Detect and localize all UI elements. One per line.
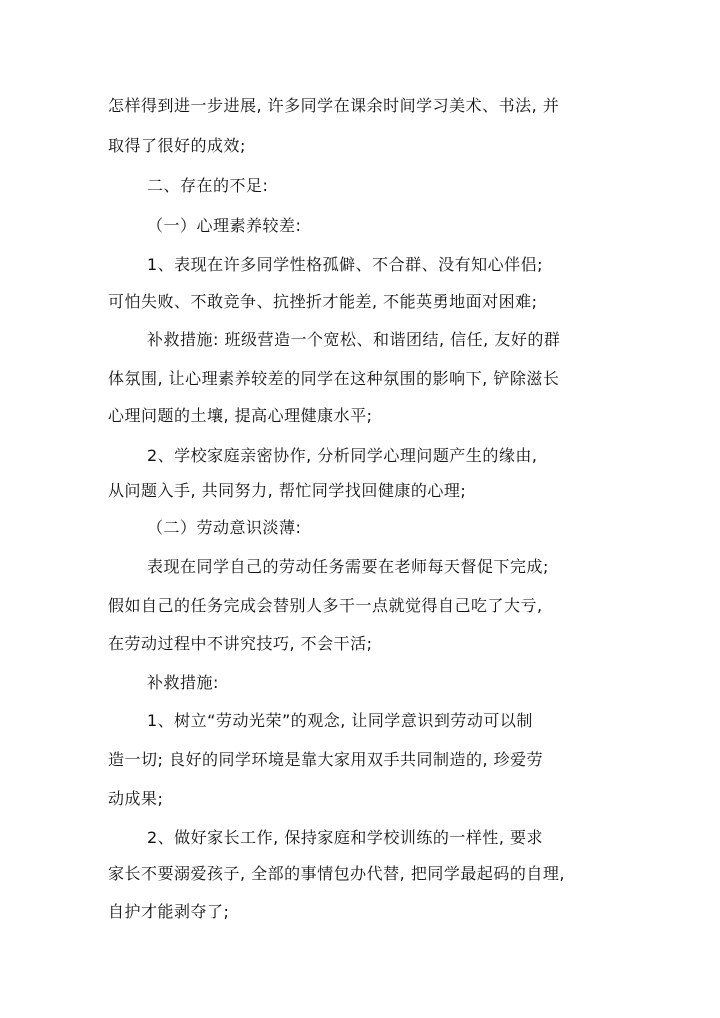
text-line: 体氛围, 让心理素养较差的同学在这种氛围的影响下, 铲除滋长 — [108, 369, 560, 388]
text-line: 造一切; 良好的同学环境是靠大家用双手共同制造的, 珍爱劳 — [108, 750, 544, 769]
text-line: 动成果; — [108, 789, 164, 808]
subsection-heading: （二）劳动意识淡薄: — [147, 518, 302, 537]
text-line: 家长不要溺爱孩子, 全部的事情包办代替, 把同学最起码的自理, — [108, 864, 565, 883]
text-line: 心理问题的土壤, 提高心理健康水平; — [108, 406, 373, 425]
text-line: 2、做好家长工作, 保持家庭和学校训练的一样性, 要求 — [147, 828, 544, 847]
subsection-heading: （一）心理素养较差: — [147, 216, 302, 235]
text-line: 在劳动过程中不讲究技巧, 不会干活; — [108, 634, 373, 653]
text-line: 2、学校家庭亲密协作, 分析同学心理问题产生的缘由, — [147, 446, 538, 465]
text-line: 取得了很好的成效; — [108, 136, 246, 155]
section-heading: 二、存在的不足: — [147, 176, 269, 195]
text-line: 怎样得到进一步进展, 许多同学在课余时间学习美术、书法, 并 — [108, 96, 560, 115]
text-line: 从问题入手, 共同努力, 帮忙同学找回健康的心理; — [108, 481, 467, 500]
text-line: 表现在同学自己的劳动任务需要在老师每天督促下完成; — [147, 557, 549, 576]
text-line: 1、树立“劳动光荣”的观念, 让同学意识到劳动可以制 — [147, 711, 533, 730]
text-line: 自护才能剥夺了; — [108, 902, 230, 921]
text-line: 假如自己的任务完成会替别人多干一点就觉得自己吃了大亏, — [108, 596, 543, 615]
text-line: 补救措施: — [147, 673, 219, 692]
text-line: 1、表现在许多同学性格孤僻、不合群、没有知心伴侣; — [147, 255, 544, 274]
text-line: 补救措施: 班级营造一个宽松、和谐团结, 信任, 友好的群 — [147, 330, 561, 349]
text-line: 可怕失败、不敢竞争、抗挫折才能差, 不能英勇地面对困难; — [108, 292, 538, 311]
